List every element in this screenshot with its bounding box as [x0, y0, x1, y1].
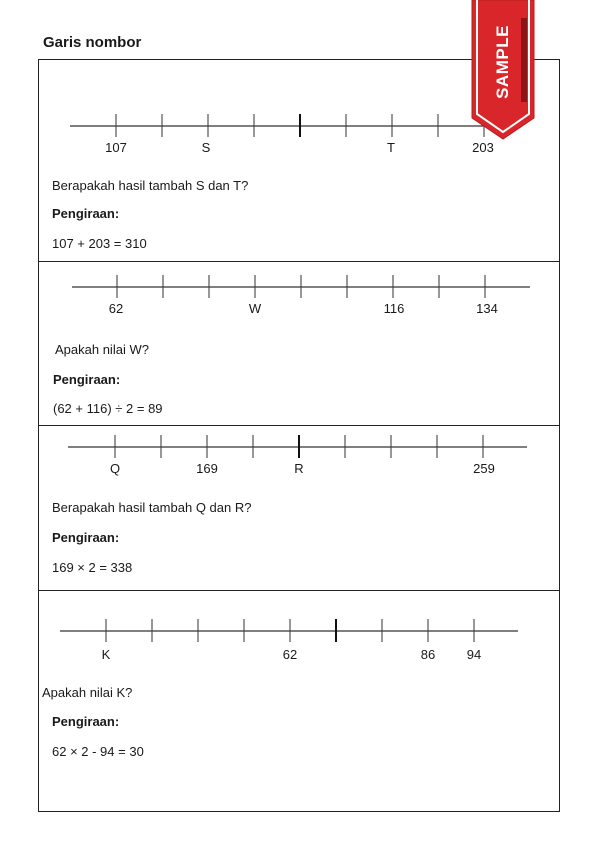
page-title: Garis nombor — [43, 34, 142, 51]
tick-label: 259 — [473, 461, 495, 476]
tick-label: T — [387, 140, 395, 155]
tick-label: 203 — [472, 140, 494, 155]
tick-label: 134 — [476, 301, 498, 316]
tick-label: 94 — [466, 647, 482, 662]
section-divider — [38, 425, 560, 426]
question-text: Apakah nilai K? — [42, 685, 133, 700]
tick-label: 169 — [196, 461, 218, 476]
sample-watermark-badge — [471, 0, 535, 140]
calculation-heading: Pengiraan: — [52, 714, 120, 729]
calculation-heading: Pengiraan: — [52, 206, 120, 221]
calculation-heading: Pengiraan: — [53, 372, 121, 387]
question-text: Berapakah hasil tambah Q dan R? — [52, 500, 252, 515]
section-divider — [38, 261, 560, 262]
tick-label: W — [248, 301, 262, 316]
section-divider — [38, 590, 560, 591]
tick-label: 86 — [420, 647, 436, 662]
tick-label: S — [201, 140, 211, 155]
calculation-text: (62 + 116) ÷ 2 = 89 — [53, 401, 163, 416]
tick-label: 62 — [282, 647, 298, 662]
sample-label: SAMPLE — [493, 25, 512, 99]
calculation-text: 62 × 2 - 94 = 30 — [52, 744, 144, 759]
tick-label: K — [101, 647, 111, 662]
tick-label: Q — [109, 461, 121, 476]
tick-label: 107 — [105, 140, 127, 155]
calculation-heading: Pengiraan: — [52, 530, 120, 545]
tick-label: R — [294, 461, 304, 476]
question-text: Apakah nilai W? — [55, 342, 149, 357]
tick-label: 62 — [108, 301, 124, 316]
calculation-text: 169 × 2 = 338 — [52, 560, 133, 575]
calculation-text: 107 + 203 = 310 — [52, 236, 147, 251]
tick-label: 116 — [383, 301, 405, 316]
question-text: Berapakah hasil tambah S dan T? — [52, 178, 249, 193]
